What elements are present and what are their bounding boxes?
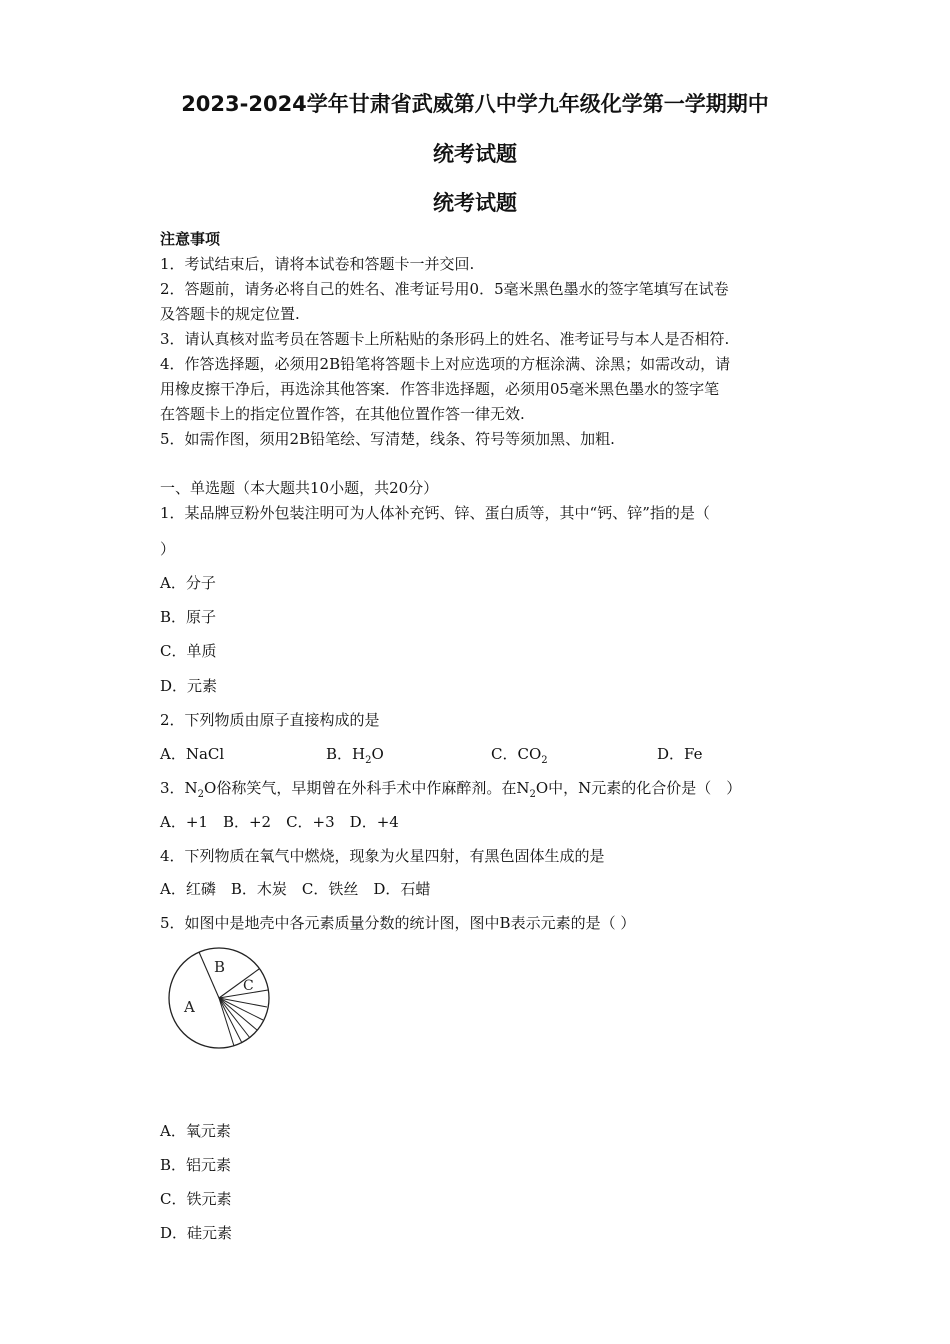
pie-label-c: C [243, 978, 254, 994]
section-heading: 一、单选题（本大题共10小题，共20分） [160, 479, 439, 497]
q1-option-a: A．分子 [160, 574, 216, 592]
q1-stem: 1．某品牌豆粉外包装注明可为人体补充钙、锌、蛋白质等，其中“钙、锌”指的是（ [160, 504, 710, 522]
q2-option-a: A．NaCl [160, 745, 225, 763]
q3-s1: 3．N [160, 779, 198, 797]
pie-label-a: A [184, 998, 195, 1016]
pie-label-b: B [214, 958, 226, 976]
q2-b-sub: 2 [365, 755, 372, 766]
title-line-3: 统考试题 [433, 191, 517, 215]
pie-minor-slice [219, 998, 250, 1038]
q3-s3: O俗称笑气，早期曾在外科手术中作麻醉剂。在N [204, 779, 530, 797]
q5-stem: 5．如图中是地壳中各元素质量分数的统计图，图中B表示元素的是（ ） [160, 914, 636, 932]
q3-stem [160, 777, 741, 800]
notice-item: 4．作答选择题，必须用2B铅笔将答题卡上对应选项的方框涂满、涂黑；如需改动，请 [160, 355, 731, 373]
notice-item: 3．请认真核对监考员在答题卡上所粘贴的条形码上的姓名、准考证号与本人是否相符. [160, 330, 730, 348]
q2-option-c [491, 743, 548, 766]
q2-b-post: O [371, 745, 384, 763]
notice-heading: 注意事项 [160, 230, 221, 248]
notice-item: 5．如需作图，须用2B铅笔绘、写清楚，线条、符号等须加黑、加粗. [160, 430, 615, 448]
pie-minor-slice [219, 998, 267, 1007]
crust-element-pie-chart [160, 942, 276, 1052]
notice-item: 及答题卡的规定位置. [160, 305, 300, 323]
q2-c-sub: 2 [541, 755, 548, 766]
q5-option-d: D．硅元素 [160, 1224, 233, 1242]
q1-option-d: D．元素 [160, 677, 218, 695]
title-line-1: 2023-2024学年甘肃省武威第八中学九年级化学第一学期期中 [181, 92, 769, 116]
q4-stem: 4．下列物质在氧气中燃烧，现象为火星四射，有黑色固体生成的是 [160, 847, 605, 865]
q1-stem-cont: ） [160, 540, 176, 558]
notice-item: 用橡皮擦干净后，再选涂其他答案．作答非选择题，必须用05毫米黑色墨水的签字笔 [160, 380, 720, 398]
q3-options: A．+1 B．+2 C．+3 D．+4 [160, 813, 399, 831]
q5-option-b: B．铝元素 [160, 1156, 232, 1174]
q5-option-c: C．铁元素 [160, 1190, 232, 1208]
title-line-2: 统考试题 [433, 142, 517, 166]
q2-c-pre: C．CO [491, 745, 542, 763]
q1-option-c: C．单质 [160, 642, 217, 660]
q2-option-d: D．Fe [657, 745, 703, 763]
q3-s5: O中，N元素的化合价是（ ） [535, 779, 742, 797]
q1-option-b: B．原子 [160, 608, 217, 626]
q2-option-b [326, 743, 384, 766]
q2-b-pre: B．H [326, 745, 366, 763]
q5-option-a: A．氧元素 [160, 1122, 231, 1140]
notice-item: 在答题卡上的指定位置作答，在其他位置作答一律无效. [160, 405, 525, 423]
q4-options: A．红磷 B．木炭 C．铁丝 D．石蜡 [160, 880, 431, 898]
q3-s4: 2 [529, 789, 536, 800]
q2-stem: 2．下列物质由原子直接构成的是 [160, 711, 380, 729]
notice-item: 1．考试结束后，请将本试卷和答题卡一并交回. [160, 255, 475, 273]
q3-s2: 2 [197, 789, 205, 800]
notice-item: 2．答题前，请务必将自己的姓名、准考证号用0．5毫米黑色墨水的签字笔填写在试卷 [160, 280, 729, 298]
